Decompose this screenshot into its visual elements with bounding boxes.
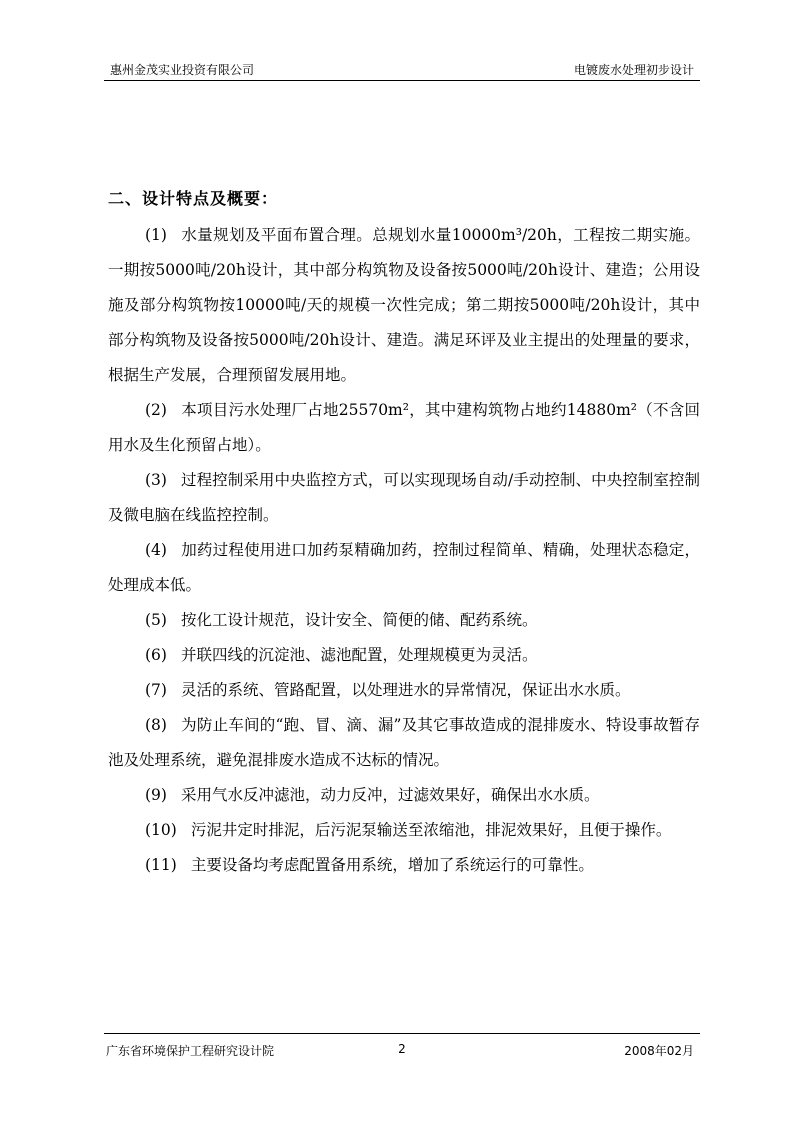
item-text: 灵活的系统、管路配置，以处理进水的异常情况，保证出水水质。 [180, 681, 631, 699]
list-item [108, 778, 700, 813]
list-item [108, 218, 700, 393]
list-item [108, 463, 700, 533]
item-text: 并联四线的沉淀池、滤池配置，处理规模更为灵活。 [180, 646, 538, 664]
item-number: (11) [145, 856, 177, 874]
footer-institute: 广东省环境保护工程研究设计院 [106, 1044, 275, 1058]
page-footer [104, 1033, 700, 1064]
item-number: (1) [145, 226, 167, 244]
header-doc-title: 电镀废水处理初步设计 [573, 63, 694, 77]
list-item [108, 673, 700, 708]
item-number: (9) [145, 786, 167, 804]
header-company: 惠州金茂实业投资有限公司 [110, 63, 255, 77]
item-text: 本项目污水处理厂占地25570m²，其中建构筑物占地约14880m²（不含回用水及生化预留占地）。 [108, 401, 700, 454]
item-text: 水量规划及平面布置合理。总规划水量10000m³/20h，工程按二期实施。一期按5000吨/20h设计，其中部分构筑物及设备按5000吨/20h设计、建造；公用设施及部分构筑物按10000吨/天的规模一次性完成；第二期按5000吨/20h设计，其中部分构筑物及设备按5000吨/20h设计、建造。满足环评及业主提出的处理量的要求，根据生产发展，合理预留发展用地。 [108, 226, 700, 384]
item-text: 污泥井定时排泥，后污泥泵输送至浓缩池，排泥效果好，且便于操作。 [190, 821, 672, 839]
list-item [108, 533, 700, 603]
item-number: (10) [145, 821, 177, 839]
list-item [108, 813, 700, 848]
item-text: 过程控制采用中央监控方式，可以实现现场自动/手动控制、中央控制室控制及微电脑在线监控控制。 [108, 471, 700, 524]
page-number: 2 [398, 1042, 406, 1056]
item-number: (3) [145, 471, 167, 489]
footer-date: 2008年02月 [624, 1044, 694, 1058]
item-number: (2) [145, 401, 167, 419]
list-item [108, 603, 700, 638]
section-title: 二、设计特点及概要： [108, 189, 279, 208]
item-number: (8) [145, 716, 167, 734]
item-number: (6) [145, 646, 167, 664]
list-item [108, 848, 700, 883]
item-text: 为防止车间的“跑、冒、滴、漏”及其它事故造成的混排废水、特设事故暂存池及处理系统，避免混排废水造成不达标的情况。 [108, 716, 700, 769]
items-list [108, 218, 700, 883]
item-text: 按化工设计规范，设计安全、简便的储、配药系统。 [180, 611, 538, 629]
list-item [108, 393, 700, 463]
item-number: (4) [145, 541, 167, 559]
item-text: 采用气水反冲滤池，动力反冲，过滤效果好，确保出水水质。 [180, 786, 600, 804]
item-number: (5) [145, 611, 167, 629]
item-text: 主要设备均考虑配置备用系统，增加了系统运行的可靠性。 [190, 856, 594, 874]
page-header [104, 58, 700, 81]
item-number: (7) [145, 681, 167, 699]
list-item [108, 708, 700, 778]
item-text: 加药过程使用进口加药泵精确加药，控制过程简单、精确，处理状态稳定，处理成本低。 [108, 541, 700, 594]
list-item [108, 638, 700, 673]
